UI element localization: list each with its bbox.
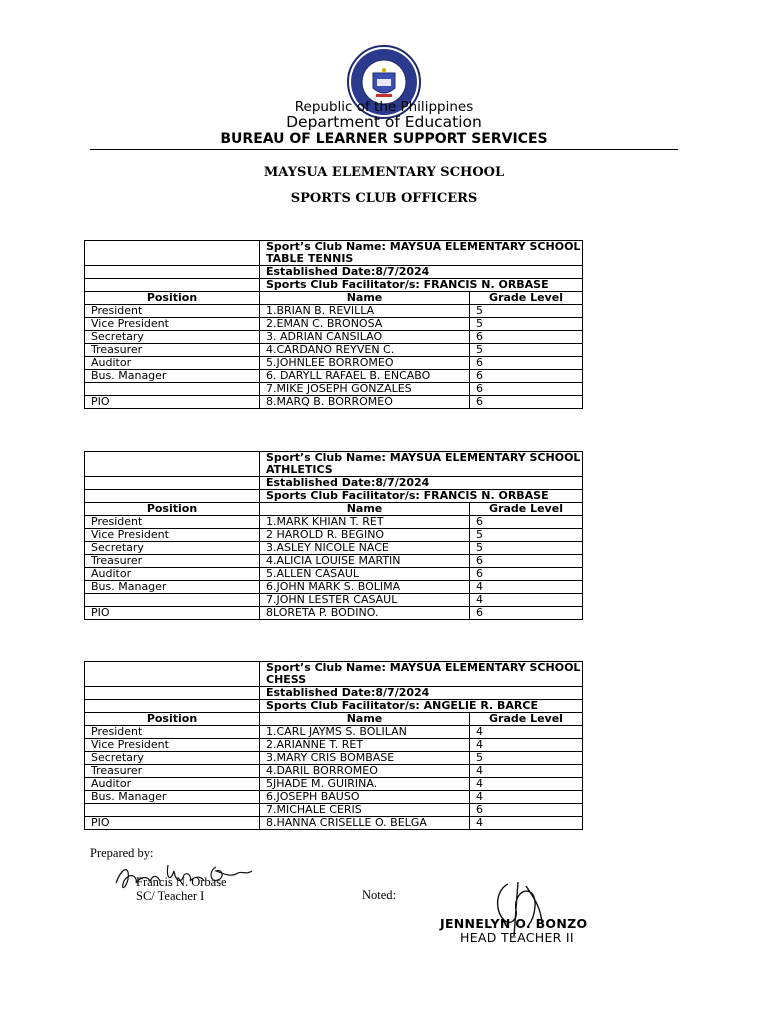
position-cell: Vice President [85, 529, 260, 542]
name-cell: 1.CARL JAYMS S. BOLILAN [260, 726, 470, 739]
club-facilitator: Sports Club Facilitator/s: FRANCIS N. ORBASE [260, 279, 583, 292]
grade-cell: 4 [470, 726, 583, 739]
table-row [85, 739, 583, 752]
blank-cell [85, 279, 260, 292]
name-cell: 7.JOHN LESTER CASAUL [260, 594, 470, 607]
column-header-name: Name [260, 292, 470, 305]
name-cell: 8LORETA P. BODINO. [260, 607, 470, 620]
column-header-grade: Grade Level [470, 503, 583, 516]
blank-cell [85, 477, 260, 490]
club-table [84, 661, 583, 830]
blank-cell [85, 266, 260, 279]
table-row [85, 581, 583, 594]
blank-cell [85, 700, 260, 713]
club-name: Sport’s Club Name: MAYSUA ELEMENTARY SCHOOL CHESS [260, 662, 583, 687]
club-established-date: Established Date:8/7/2024 [260, 687, 583, 700]
noted-label: Noted: [362, 888, 397, 902]
grade-cell: 4 [470, 778, 583, 791]
position-cell: Bus. Manager [85, 791, 260, 804]
grade-cell: 6 [470, 804, 583, 817]
header-bureau: BUREAU OF LEARNER SUPPORT SERVICES [220, 131, 548, 147]
grade-cell: 6 [470, 331, 583, 344]
column-header-name: Name [260, 713, 470, 726]
position-cell [85, 594, 260, 607]
position-cell: Auditor [85, 568, 260, 581]
grade-cell: 6 [470, 607, 583, 620]
name-cell: 8.MARQ B. BORROMEO [260, 396, 470, 409]
blank-cell [85, 662, 260, 687]
grade-cell: 4 [470, 739, 583, 752]
grade-cell: 4 [470, 581, 583, 594]
grade-cell: 4 [470, 817, 583, 830]
club-name: Sport’s Club Name: MAYSUA ELEMENTARY SCHOOL TABLE TENNIS [260, 241, 583, 266]
blank-cell [85, 452, 260, 477]
grade-cell: 5 [470, 318, 583, 331]
name-cell: 4.ALICIA LOUISE MARTIN [260, 555, 470, 568]
position-cell: Bus. Manager [85, 370, 260, 383]
column-header-name: Name [260, 503, 470, 516]
club-name: Sport’s Club Name: MAYSUA ELEMENTARY SCHOOL ATHLETICS [260, 452, 583, 477]
grade-cell: 4 [470, 765, 583, 778]
position-cell: PIO [85, 396, 260, 409]
table-row [85, 765, 583, 778]
name-cell: 4.CARDAÑO REYVEN C. [260, 344, 470, 357]
table-row [85, 752, 583, 765]
table-row [85, 305, 583, 318]
document-subtitle: SPORTS CLUB OFFICERS [290, 191, 478, 206]
header-republic: Republic of the Philippines [294, 99, 474, 115]
table-row [85, 516, 583, 529]
name-cell: 6. DARYLL RAFAEL B. ENCABO [260, 370, 470, 383]
table-row [85, 568, 583, 581]
table-row [85, 594, 583, 607]
club-table [84, 451, 583, 620]
name-cell: 2.ARIANNE T. RET [260, 739, 470, 752]
preparer-name: Francis N. Orbase [136, 875, 227, 889]
approver-title: HEAD TEACHER II [460, 930, 574, 945]
table-row [85, 331, 583, 344]
position-cell: Secretary [85, 542, 260, 555]
approver-name: JENNELYN O. BONZO [440, 916, 588, 931]
table-row [85, 344, 583, 357]
position-cell: PIO [85, 817, 260, 830]
column-header-position: Position [85, 713, 260, 726]
grade-cell: 5 [470, 305, 583, 318]
school-name: MAYSUA ELEMENTARY SCHOOL [263, 165, 505, 180]
table-row [85, 383, 583, 396]
table-row [85, 804, 583, 817]
club-facilitator: Sports Club Facilitator/s: ANGELIE R. BARCE [260, 700, 583, 713]
name-cell: 2.EMAN C. BROÑOSA [260, 318, 470, 331]
grade-cell: 6 [470, 568, 583, 581]
name-cell: 5.ALLEN CASAUL [260, 568, 470, 581]
position-cell: President [85, 726, 260, 739]
grade-cell: 6 [470, 516, 583, 529]
header-divider [90, 149, 678, 150]
name-cell: 1.MARK KHIAN T. RET [260, 516, 470, 529]
name-cell: 3.MARY CRIS BOMBASE [260, 752, 470, 765]
table-row [85, 370, 583, 383]
blank-cell [85, 687, 260, 700]
table-row [85, 607, 583, 620]
table-row [85, 791, 583, 804]
column-header-position: Position [85, 292, 260, 305]
club-established-date: Established Date:8/7/2024 [260, 477, 583, 490]
column-header-grade: Grade Level [470, 292, 583, 305]
name-cell: 6.JOHN MARK S. BOLIMA [260, 581, 470, 594]
grade-cell: 5 [470, 752, 583, 765]
position-cell: President [85, 305, 260, 318]
preparer-title: SC/ Teacher I [136, 889, 205, 903]
grade-cell: 6 [470, 383, 583, 396]
position-cell: Vice President [85, 739, 260, 752]
position-cell: Secretary [85, 331, 260, 344]
blank-cell [85, 490, 260, 503]
name-cell: 2 HAROLD R. BEGINO [260, 529, 470, 542]
grade-cell: 6 [470, 555, 583, 568]
column-header-grade: Grade Level [470, 713, 583, 726]
grade-cell: 5 [470, 542, 583, 555]
position-cell: Auditor [85, 357, 260, 370]
club-established-date: Established Date:8/7/2024 [260, 266, 583, 279]
club-facilitator: Sports Club Facilitator/s: FRANCIS N. ORBASE [260, 490, 583, 503]
position-cell: President [85, 516, 260, 529]
table-row [85, 778, 583, 791]
grade-cell: 5 [470, 529, 583, 542]
column-header-position: Position [85, 503, 260, 516]
grade-cell: 4 [470, 594, 583, 607]
table-row [85, 396, 583, 409]
table-row [85, 726, 583, 739]
header-department: Department of Education [286, 113, 482, 131]
name-cell: 7.MIKE JOSEPH GONZALES [260, 383, 470, 396]
name-cell: 6.JOSEPH BAUSO [260, 791, 470, 804]
club-table [84, 240, 583, 409]
table-row [85, 529, 583, 542]
grade-cell: 6 [470, 370, 583, 383]
grade-cell: 5 [470, 344, 583, 357]
position-cell: Treasurer [85, 555, 260, 568]
table-row [85, 555, 583, 568]
blank-cell [85, 241, 260, 266]
table-row [85, 318, 583, 331]
prepared-by-label: Prepared by: [90, 846, 154, 860]
name-cell: 3.ASLEY NICOLE NACE [260, 542, 470, 555]
position-cell: Treasurer [85, 765, 260, 778]
grade-cell: 6 [470, 396, 583, 409]
name-cell: 5.JOHNLEE BORROMEO [260, 357, 470, 370]
position-cell: Auditor [85, 778, 260, 791]
grade-cell: 4 [470, 791, 583, 804]
name-cell: 4.DARIL BORROMEO [260, 765, 470, 778]
name-cell: 7.MICHALE CERIS [260, 804, 470, 817]
position-cell [85, 804, 260, 817]
name-cell: 5JHADE M. GUIRINA. [260, 778, 470, 791]
position-cell: PIO [85, 607, 260, 620]
table-row [85, 357, 583, 370]
position-cell: Bus. Manager [85, 581, 260, 594]
name-cell: 3. ADRIAN CANSILAO [260, 331, 470, 344]
position-cell: Vice President [85, 318, 260, 331]
name-cell: 8.HANNA CRISELLE O. BELGA [260, 817, 470, 830]
position-cell [85, 383, 260, 396]
grade-cell: 6 [470, 357, 583, 370]
name-cell: 1.BRIAN B. REVILLA [260, 305, 470, 318]
table-row [85, 542, 583, 555]
table-row [85, 817, 583, 830]
position-cell: Secretary [85, 752, 260, 765]
position-cell: Treasurer [85, 344, 260, 357]
